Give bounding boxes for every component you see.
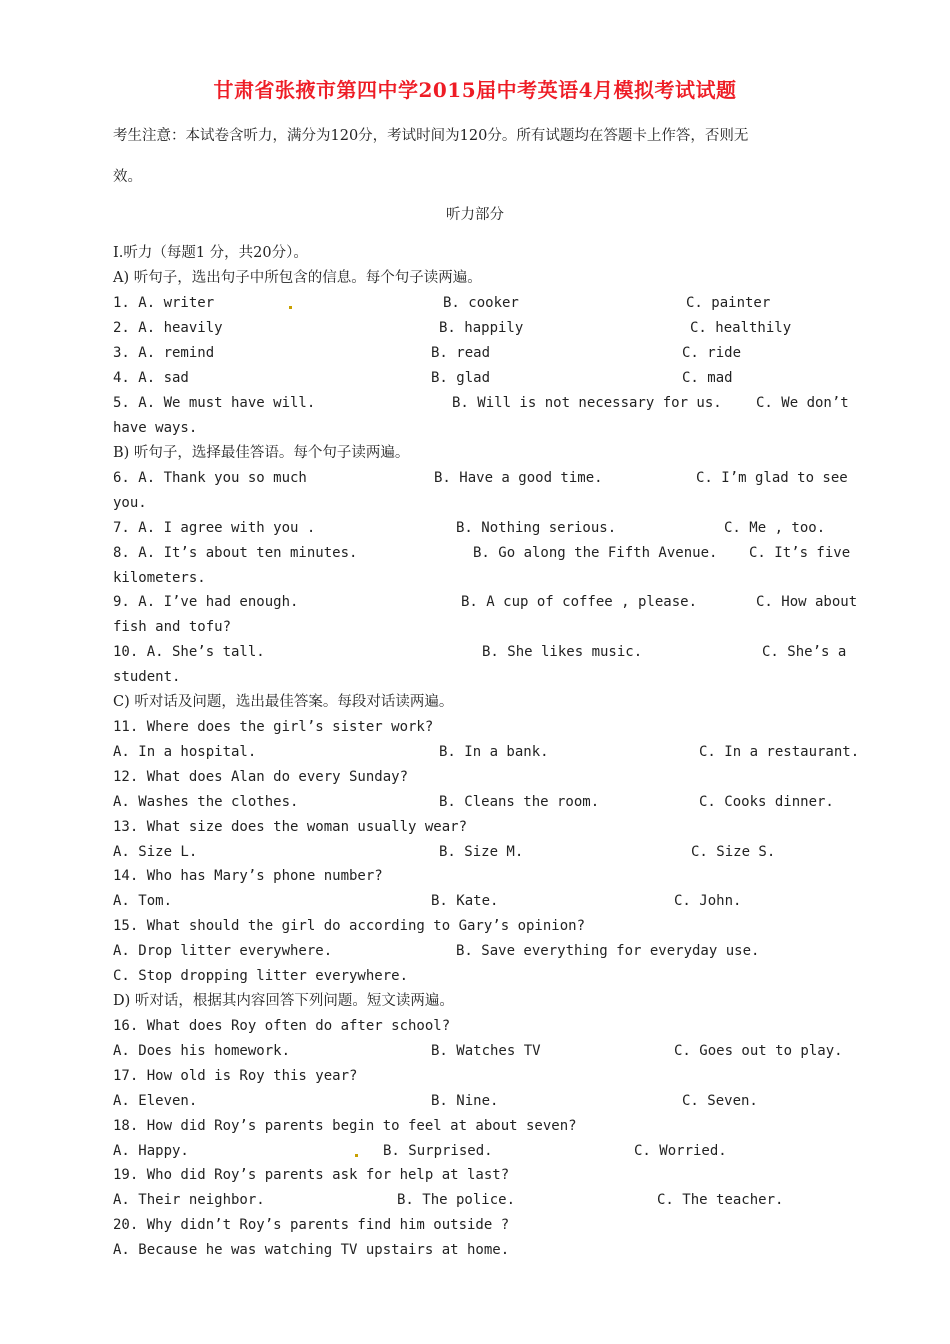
question-6: [113, 467, 873, 489]
question-8-continued: kilometers.: [113, 570, 206, 586]
option-c: C. Me , too.: [724, 520, 826, 536]
option-a: 2. A. heavily: [113, 320, 223, 336]
option-a: A. Does his homework.: [113, 1043, 291, 1059]
option-c: C. painter: [686, 295, 771, 311]
option-b: B. Size M.: [439, 844, 524, 860]
option-b: B. A cup of coffee , please.: [461, 594, 698, 610]
question-17: 17. How old is Roy this year?: [113, 1068, 358, 1084]
option-a: 1. A. writer: [113, 295, 215, 311]
option-b: B. In a bank.: [439, 744, 549, 760]
option-a: A. Their neighbor.: [113, 1192, 265, 1208]
option-b: B. happily: [439, 320, 524, 336]
question-19: 19. Who did Roy’s parents ask for help at last?: [113, 1167, 510, 1183]
option-c: C. She’s a: [762, 644, 847, 660]
question-13: 13. What size does the woman usually wear?: [113, 819, 468, 835]
question-11-options: [113, 741, 873, 763]
option-c: C. In a restaurant.: [699, 744, 860, 760]
question-17-options: [113, 1090, 873, 1112]
option-a: A. Happy.: [113, 1143, 189, 1159]
notice-line-1: 考生注意：本试卷含听力，满分为120分，考试时间为120分。所有试题均在答题卡上作答，否则无: [113, 128, 749, 144]
partD-title: D) 听对话，根据其内容回答下列问题。短文读两遍。: [113, 993, 454, 1009]
question-8: [113, 542, 873, 564]
option-a: A. Tom.: [113, 893, 173, 909]
option-a: 10. A. She’s tall.: [113, 644, 265, 660]
option-c: C. ride: [682, 345, 742, 361]
question-7: [113, 517, 873, 539]
option-c: C. The teacher.: [657, 1192, 784, 1208]
question-12: 12. What does Alan do every Sunday?: [113, 769, 409, 785]
option-b: B. Cleans the room.: [439, 794, 600, 810]
option-b: B. Surprised.: [383, 1143, 493, 1159]
question-15-options: [113, 940, 873, 962]
option-b: B. Nine.: [431, 1093, 499, 1109]
question-18-options: [113, 1140, 873, 1162]
notice-line-2: 效。: [113, 169, 142, 185]
partC-title: C) 听对话及问题，选出最佳答案。每段对话读两遍。: [113, 694, 454, 710]
option-b: B. Will is not necessary for us.: [452, 395, 722, 411]
option-a: A. Size L.: [113, 844, 198, 860]
partB-title: B) 听句子，选择最佳答语。每个句子读两遍。: [113, 445, 410, 461]
option-c: C. Worried.: [634, 1143, 727, 1159]
option-b: B. Go along the Fifth Avenue.: [473, 545, 718, 561]
option-c: C. Cooks dinner.: [699, 794, 834, 810]
option-b: B. glad: [431, 370, 491, 386]
option-a: 6. A. Thank you so much: [113, 470, 307, 486]
option-c: C. mad: [682, 370, 733, 386]
option-c: C. healthily: [690, 320, 792, 336]
option-a: 3. A. remind: [113, 345, 215, 361]
question-9-continued: fish and tofu?: [113, 619, 232, 635]
question-5: [113, 392, 873, 414]
question-11: 11. Where does the girl’s sister work?: [113, 719, 434, 735]
question-13-options: [113, 841, 873, 863]
section-title: 听力部分: [446, 207, 504, 223]
question-3: [113, 342, 873, 364]
question-14-options: [113, 890, 873, 912]
option-b: B. Nothing serious.: [456, 520, 617, 536]
question-10-continued: student.: [113, 669, 181, 685]
question-16-options: [113, 1040, 873, 1062]
option-c: C. It’s five: [749, 545, 851, 561]
option-c: C. Size S.: [691, 844, 776, 860]
question-15: 15. What should the girl do according to Gary’s opinion?: [113, 918, 586, 934]
option-b: B. Save everything for everyday use.: [456, 943, 760, 959]
part1-title: I.听力（每题1 分，共20分）。: [113, 245, 308, 261]
question-10: [113, 641, 873, 663]
question-19-options: [113, 1189, 873, 1211]
option-b: B. The police.: [397, 1192, 516, 1208]
option-a: A. In a hospital.: [113, 744, 257, 760]
question-20: 20. Why didn’t Roy’s parents find him outside ?: [113, 1217, 510, 1233]
question-12-options: [113, 791, 873, 813]
question-14: 14. Who has Mary’s phone number?: [113, 868, 383, 884]
option-a: A. Eleven.: [113, 1093, 198, 1109]
exam-title: 甘肃省张掖市第四中学2015届中考英语4月模拟考试试题: [213, 78, 737, 102]
option-c: C. Goes out to play.: [674, 1043, 843, 1059]
stray-mark: [355, 1154, 358, 1157]
question-2: [113, 317, 873, 339]
question-9: [113, 591, 873, 613]
option-c: C. I’m glad to see: [696, 470, 848, 486]
option-b: B. Watches TV: [431, 1043, 541, 1059]
option-c: C. We don’t: [756, 395, 849, 411]
option-a: 9. A. I’ve had enough.: [113, 594, 299, 610]
question-15-option-c: C. Stop dropping litter everywhere.: [113, 968, 409, 984]
option-a: 8. A. It’s about ten minutes.: [113, 545, 358, 561]
option-b: B. read: [431, 345, 491, 361]
question-6-continued: you.: [113, 495, 147, 511]
option-b: B. cooker: [443, 295, 519, 311]
option-c: C. Seven.: [682, 1093, 758, 1109]
option-c: C. How about: [756, 594, 858, 610]
option-a: 4. A. sad: [113, 370, 189, 386]
partA-title: A) 听句子，选出句子中所包含的信息。每个句子读两遍。: [113, 270, 482, 286]
question-18: 18. How did Roy’s parents begin to feel at about seven?: [113, 1118, 577, 1134]
stray-mark: [289, 306, 292, 309]
question-16: 16. What does Roy often do after school?: [113, 1018, 451, 1034]
question-5-continued: have ways.: [113, 420, 198, 436]
option-b: B. Have a good time.: [434, 470, 603, 486]
option-b: B. Kate.: [431, 893, 499, 909]
question-20-option-a: A. Because he was watching TV upstairs at home.: [113, 1242, 510, 1258]
option-a: 5. A. We must have will.: [113, 395, 316, 411]
option-a: A. Drop litter everywhere.: [113, 943, 333, 959]
option-a: 7. A. I agree with you .: [113, 520, 316, 536]
option-a: A. Washes the clothes.: [113, 794, 299, 810]
option-c: C. John.: [674, 893, 742, 909]
question-4: [113, 367, 873, 389]
option-b: B. She likes music.: [482, 644, 643, 660]
question-1: [113, 292, 873, 314]
